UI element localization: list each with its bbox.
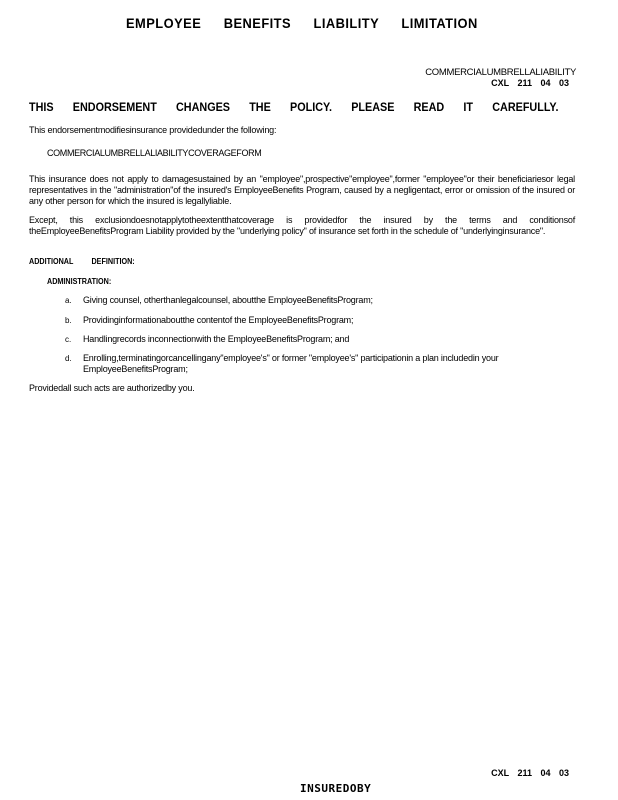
exclusion-paragraph: This insurance does not apply to damagesustained by an "employee",prospective"employee",former "employee"or their beneficiariesor legal representatives in the "administration"of the insured's EmployeeBenefits Program, caused by a negligentact, error or omission of the insured or any other person for which the insured is legallyliable. <box>29 174 575 206</box>
form-name: COMMERCIALUMBRELLALIABILITY <box>425 67 576 78</box>
footer-form-number: CXL 211 04 03 <box>491 768 569 778</box>
footer-brand: INSUREDOBY <box>300 782 372 795</box>
list-item-text: Enrolling,terminatingorcancellingany"employee's" or former "employee's" participationin a plan includedin your EmployeeBenefitsProgram; <box>83 353 499 374</box>
endorsement-notice: THIS ENDORSEMENT CHANGES THE POLICY. PLEASE READ IT CAREFULLY. <box>29 100 559 114</box>
intro-text: This endorsementmodifiesinsurance providedunder the following: <box>29 125 277 135</box>
list-item-text: Providinginformationaboutthe contentof the EmployeeBenefitsProgram; <box>83 315 354 325</box>
list-item-letter: c. <box>65 335 72 344</box>
document-title: EMPLOYEE BENEFITS LIABILITY LIMITATION <box>126 15 478 31</box>
list-item-letter: d. <box>65 354 72 363</box>
list-item-text: Giving counsel, otherthanlegalcounsel, aboutthe EmployeeBenefitsProgram; <box>83 295 373 305</box>
closing-text: Providedall such acts are authorizedby you. <box>29 383 195 393</box>
list-item-letter: a. <box>65 296 72 305</box>
form-number: CXL 211 04 03 <box>491 78 569 88</box>
exception-paragraph: Except, this exclusiondoesnotapplytotheextentthatcoverage is providedfor the insured by the terms and conditionsof theEmployeeBenefitsProgram Liability provided by the "underlying policy" of insurance set forth in the schedule of "underlyinginsurance". <box>29 215 575 236</box>
list-item-letter: b. <box>65 316 72 325</box>
list-item-text: Handlingrecords inconnectionwith the EmployeeBenefitsProgram; and <box>83 334 350 344</box>
subsection-heading: ADMINISTRATION: <box>47 277 112 286</box>
section-heading: ADDITIONAL DEFINITION: <box>29 257 135 266</box>
coverage-form-name: COMMERCIALUMBRELLALIABILITYCOVERAGEFORM <box>47 148 262 158</box>
